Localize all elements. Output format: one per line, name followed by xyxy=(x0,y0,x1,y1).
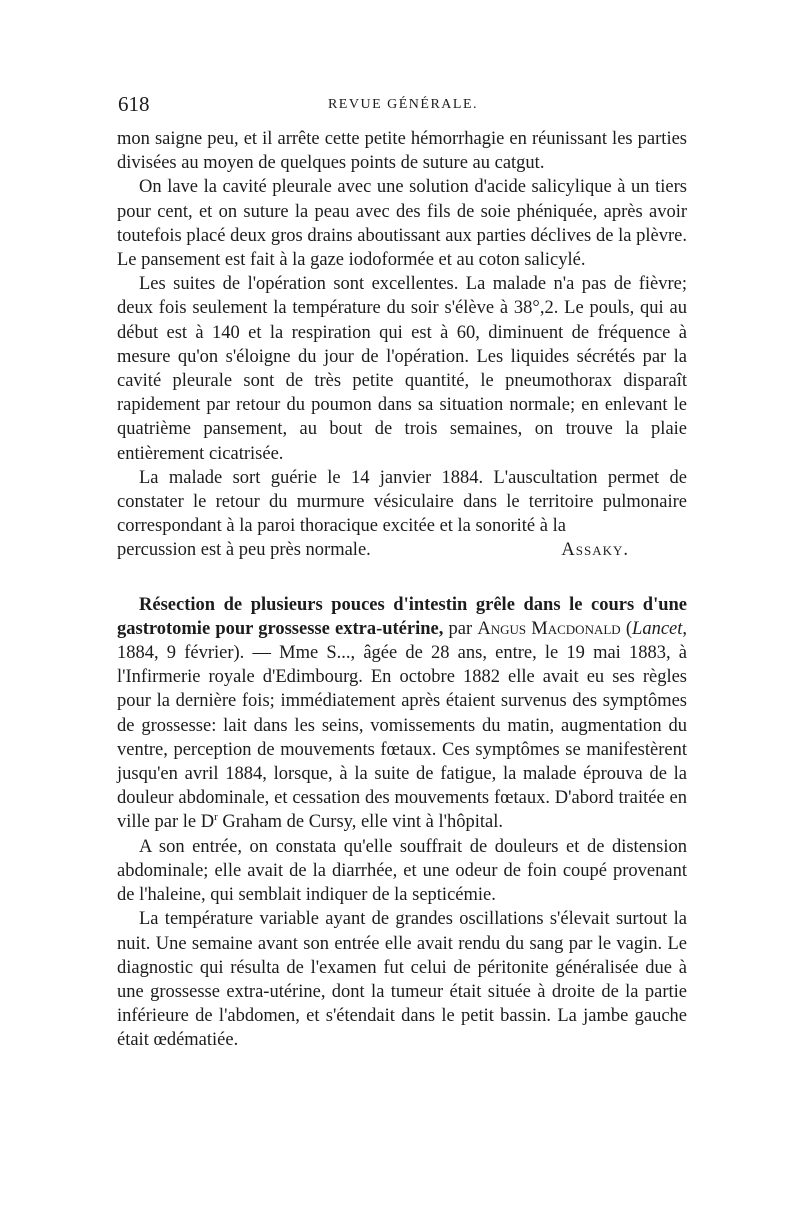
continuation-paragraph: mon saigne peu, et il arrête cette petite hémorrhagie en réunissant les parties divisées au moyen de quelques points de suture au catgut. xyxy=(117,129,687,174)
paragraph-discharge-end: percussion est à peu près normale. xyxy=(117,540,371,561)
paragraph-diagnosis: La température variable ayant de grandes oscillations s'élevait surtout la nuit. Une semaine avant son entrée elle avait rendu du sang par le vagin. Le diagnostic qui résulta de l'examen fut celui de péritonite généralisée due à une grossesse extra-utérine, dont la tumeur était située à droite de la partie inférieure de l'abdomen, et s'étendait dans le petit bassin. La jambe gauche était œdématiée. xyxy=(117,909,687,1051)
running-title: REVUE GÉNÉRALE. xyxy=(327,97,479,112)
paragraph-admission: A son entrée, on constata qu'elle souffrait de douleurs et de distension abdominale; elle avait de la diarrhée, et une odeur de foin coupé provenant de l'haleine, qui semblait indiquer de la septicémie. xyxy=(117,836,687,906)
article-first-paragraph xyxy=(117,593,687,835)
paragraph-pleural-wash: On lave la cavité pleurale avec une solution d'acide salicylique à un tiers pour cent, et on suture la peau avec des fils de soie phéniquée, après avoir toutefois placé deux gros drains aboutissant aux parties déclives de la plèvre. Le pansement est fait à la gaze iodoformée et au coton salicylé. xyxy=(117,177,687,271)
doctor-abbrev-sup: r xyxy=(214,811,218,824)
doctor-abbrev: D xyxy=(200,812,215,833)
article-source-open: ( xyxy=(620,618,633,639)
article-section xyxy=(117,593,687,1053)
signature-line xyxy=(117,538,687,562)
page-header xyxy=(118,92,688,122)
article-by: par xyxy=(443,618,478,639)
article-source: Lancet xyxy=(632,618,683,639)
author-signature: Assaky. xyxy=(561,540,629,561)
paragraph-discharge: La malade sort guérie le 14 janvier 1884. L'auscultation permet de constater le retour du murmure vésiculaire dans le territoire pulmonaire correspondant à la paroi thoracique excitée et la sonorité à la xyxy=(117,467,687,537)
article-body-1: , 1884, 9 février). — Mme S..., âgée de 28 ans, entre, le 19 mai 1883, à l'Infirmerie royale d'Edimbourg. En octobre 1882 elle avait eu ses règles pour la dernière fois; immédiatement après étaient survenus des symptômes de grossesse: lait dans les seins, vomissements du matin, augmentation du ventre, perception de mouvements fœtaux. Ces symptômes se manifestèrent jusqu'en avril 1884, lorsque, à la suite de fatigue, la malade éprouva de la douleur abdominale, et cessation des mouvements fœtaux. D'abord traitée en ville par le xyxy=(117,618,688,833)
article-title: Résection de plusieurs pouces d'intestin grêle dans le cours d'une gastrotomie pour grossesse extra-utérine, xyxy=(117,594,687,639)
page-number: 618 xyxy=(118,92,150,116)
body-text xyxy=(117,127,687,1053)
article-author: Angus Macdonald xyxy=(477,618,621,639)
article-body-1-end: Graham de Cursy, elle vint à l'hôpital. xyxy=(217,812,503,833)
paragraph-postoperative: Les suites de l'opération sont excellentes. La malade n'a pas de fièvre; deux fois seulement la température du soir s'élève à 38°,2. Le pouls, qui au début est à 140 et la respiration qui est à 60, diminuent de fréquence à mesure qu'on s'éloigne du jour de l'opération. Les liquides sécrétés par la cavité pleurale sont de très petite quantité, le pneumothorax disparaît rapidement par retour du poumon dans sa situation normale; en enlevant le quatrième pansement, au bout de trois semaines, on trouve la plaie entièrement cicatrisée. xyxy=(117,274,687,464)
